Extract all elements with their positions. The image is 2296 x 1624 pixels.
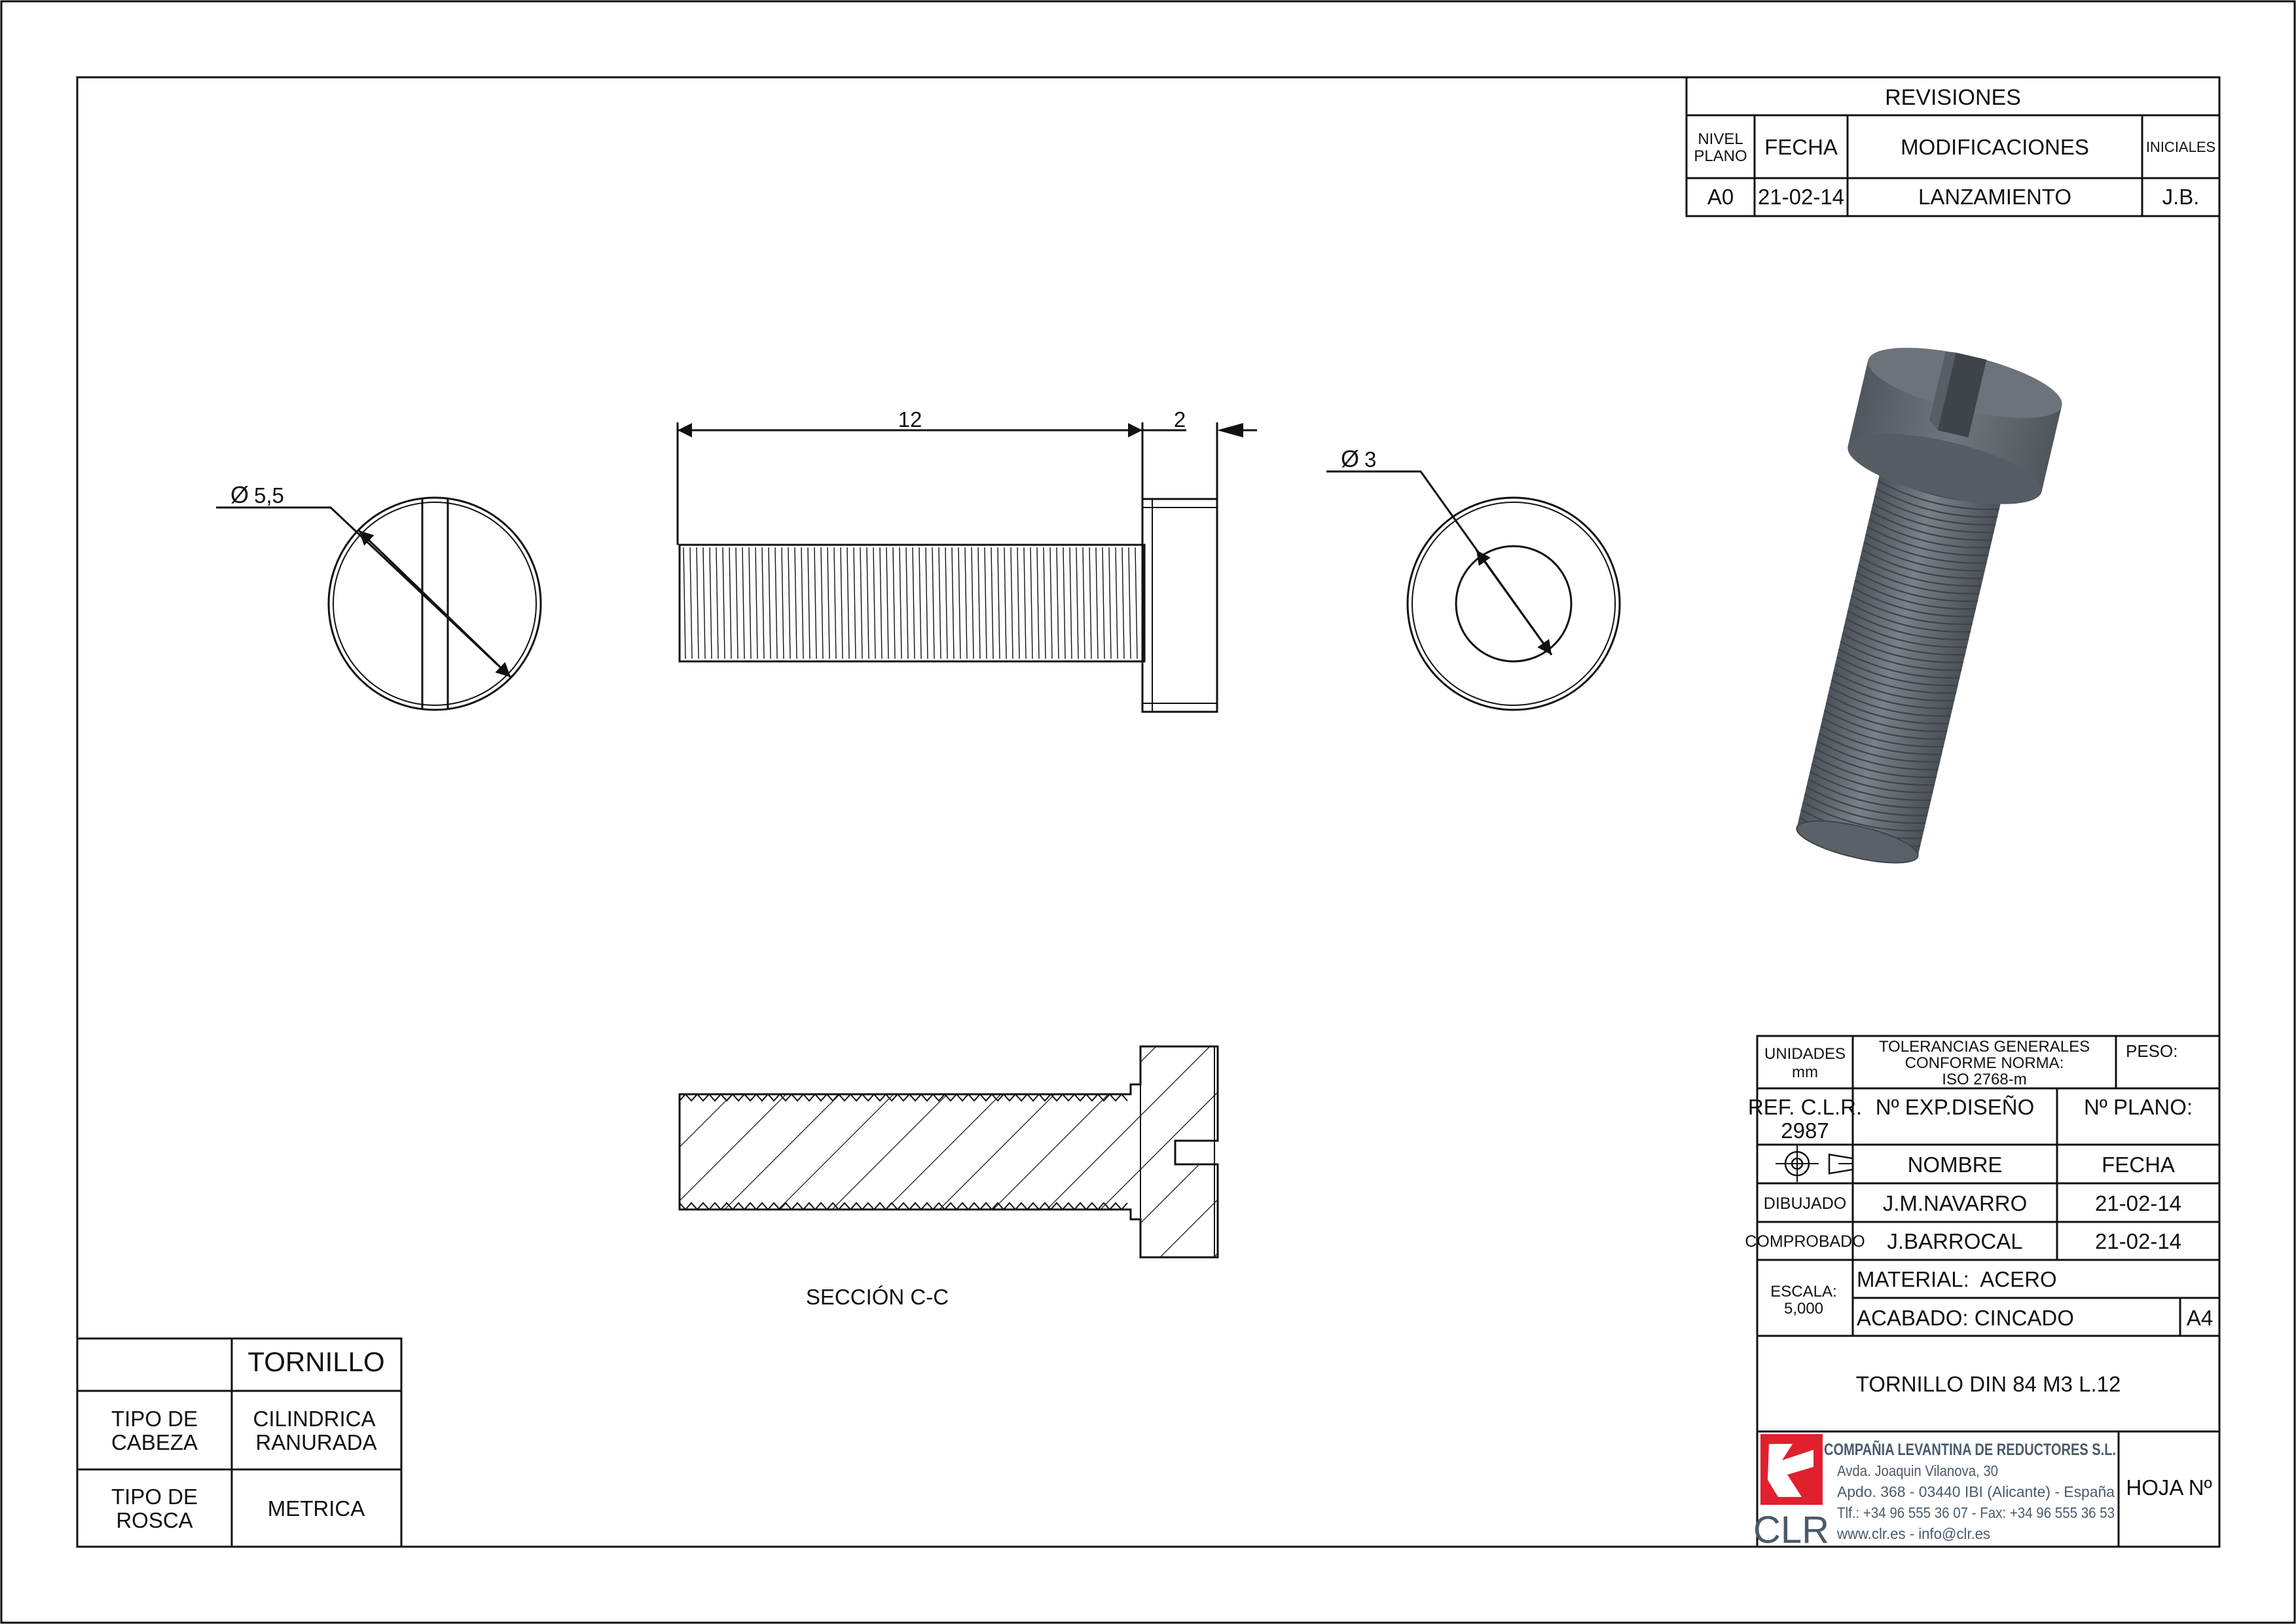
thread-line xyxy=(762,547,764,659)
thread-line xyxy=(985,547,987,659)
dibujado-label: DIBUJADO xyxy=(1763,1194,1847,1213)
tolerancias-line1: TOLERANCIAS GENERALES xyxy=(1878,1038,2090,1056)
thread-line xyxy=(1076,547,1078,659)
thread-line xyxy=(900,547,902,659)
thread-line xyxy=(814,547,816,659)
thread-line xyxy=(873,547,875,659)
section-hatch-area xyxy=(680,1046,1218,1257)
unidades-label: UNIDADES xyxy=(1764,1045,1846,1063)
nombre-label: NOMBRE xyxy=(1907,1153,2003,1177)
features-row1-label-a: TIPO DE xyxy=(111,1407,198,1431)
comprobado-name: J.BARROCAL xyxy=(1887,1229,2023,1253)
thread-line xyxy=(828,547,829,659)
thread-line xyxy=(742,547,744,659)
screw-3d-render xyxy=(1757,333,2068,880)
thread-line xyxy=(945,547,947,659)
features-table xyxy=(77,1338,401,1547)
tolerancias-line2: CONFORME NORMA: xyxy=(1904,1054,2064,1072)
revisions-table xyxy=(1686,77,2219,216)
fecha-label: FECHA xyxy=(2102,1153,2175,1177)
thread-line xyxy=(1017,547,1019,659)
thread-line xyxy=(978,547,980,659)
dimension-shank-length: 12 xyxy=(898,407,922,432)
thread-line xyxy=(1102,547,1104,659)
rev-header-nivel-1: NIVEL xyxy=(1698,130,1743,148)
escala-label: ESCALA: xyxy=(1770,1283,1837,1301)
thread-lines xyxy=(683,547,1137,659)
company-address: Avda. Joaquin Vilanova, 30 xyxy=(1837,1462,1998,1479)
thread-line xyxy=(769,547,771,659)
thread-line xyxy=(1135,547,1137,659)
escala-value: 5,000 xyxy=(1783,1300,1824,1318)
rev-header-modificaciones: MODIFICACIONES xyxy=(1901,135,2089,159)
thread-line xyxy=(972,547,974,659)
thread-line xyxy=(1044,547,1046,659)
thread-line xyxy=(847,547,849,659)
thread-line xyxy=(880,547,882,659)
thread-line xyxy=(932,547,934,659)
projection-symbol-icon xyxy=(1776,1144,1853,1182)
section-view xyxy=(680,1046,1218,1309)
thread-line xyxy=(841,547,843,659)
features-row2-label-a: TIPO DE xyxy=(111,1485,198,1509)
thread-line xyxy=(801,547,803,659)
thread-line xyxy=(788,547,790,659)
features-row1-value-b: RANURADA xyxy=(255,1430,377,1454)
rev-row-fecha: 21-02-14 xyxy=(1757,185,1845,209)
thread-line xyxy=(886,547,888,659)
dimension-head-height: 2 xyxy=(1173,407,1186,432)
thread-line xyxy=(965,547,967,659)
thread-line xyxy=(723,547,725,659)
thread-line xyxy=(756,547,757,659)
features-row1-value-a: CILINDRICA xyxy=(253,1407,376,1431)
thread-line xyxy=(998,547,1000,659)
thread-line xyxy=(1004,547,1006,659)
thread-line xyxy=(1050,547,1052,659)
thread-line xyxy=(1011,547,1013,659)
ref-label: REF. C.L.R. xyxy=(1747,1095,1863,1119)
section-label: SECCIÓN C-C xyxy=(805,1285,949,1309)
thread-line xyxy=(1122,547,1124,659)
rev-header-iniciales: INICIALES xyxy=(2145,139,2216,155)
thread-line xyxy=(834,547,836,659)
thread-line xyxy=(1037,547,1039,659)
diameter-symbol-icon: Ø xyxy=(230,481,249,508)
end-view-thread xyxy=(1326,445,1620,710)
thread-line xyxy=(1063,547,1065,659)
thread-line xyxy=(703,547,705,659)
rev-row-iniciales: J.B. xyxy=(2162,185,2200,209)
features-header: TORNILLO xyxy=(247,1346,385,1377)
title-block xyxy=(1745,1036,2219,1551)
rev-header-fecha: FECHA xyxy=(1764,135,1838,159)
revisions-title: REVISIONES xyxy=(1885,85,2021,110)
hoja-label: HOJA Nº xyxy=(2126,1475,2212,1500)
thread-line xyxy=(867,547,869,659)
thread-line xyxy=(991,547,993,659)
dibujado-name: J.M.NAVARRO xyxy=(1882,1191,2028,1215)
thread-line xyxy=(710,547,712,659)
company-phone: Tlf.: +34 96 555 36 07 - Fax: +34 96 555 36 53 xyxy=(1837,1504,2115,1521)
dimension-thread-diameter: 3 xyxy=(1364,447,1377,471)
unidades-value: mm xyxy=(1792,1063,1818,1081)
thread-line xyxy=(919,547,921,659)
thread-line xyxy=(939,547,941,659)
ref-value: 2987 xyxy=(1781,1118,1829,1143)
comprobado-date: 21-02-14 xyxy=(2094,1229,2182,1253)
rev-header-nivel-2: PLANO xyxy=(1694,147,1747,165)
dibujado-date: 21-02-14 xyxy=(2094,1191,2182,1215)
thread-line xyxy=(1129,547,1131,659)
acabado: ACABADO: CINCADO xyxy=(1857,1306,2074,1330)
part-title: TORNILLO DIN 84 M3 L.12 xyxy=(1855,1372,2121,1396)
thread-line xyxy=(893,547,895,659)
material: MATERIAL: ACERO xyxy=(1857,1267,2057,1291)
comprobado-label: COMPROBADO xyxy=(1745,1232,1865,1251)
company-name: COMPAÑIA LEVANTINA DE REDUCTORES S.L. xyxy=(1824,1441,2189,1459)
thread-line xyxy=(795,547,797,659)
thread-line xyxy=(1109,547,1111,659)
thread-line xyxy=(1057,547,1059,659)
thread-line xyxy=(1116,547,1118,659)
thread-line xyxy=(716,547,718,659)
features-row1-label-b: CABEZA xyxy=(111,1430,198,1454)
thread-line xyxy=(749,547,751,659)
format-label: A4 xyxy=(2186,1306,2214,1330)
thread-line xyxy=(1083,547,1085,659)
dimension-leader-head-diameter xyxy=(216,507,511,677)
thread-line xyxy=(697,547,699,659)
features-row2-value: METRICA xyxy=(267,1496,365,1521)
thread-line xyxy=(952,547,954,659)
thread-line xyxy=(1024,547,1026,659)
exp-label: Nº EXP.DISEÑO xyxy=(1875,1095,2035,1119)
thread-line xyxy=(854,547,856,659)
dimension-head-diameter: 5,5 xyxy=(254,483,284,507)
logo-text: CLR xyxy=(1753,1509,1830,1551)
thread-line xyxy=(958,547,960,659)
thread-line xyxy=(1096,547,1098,659)
peso-label: PESO: xyxy=(2126,1041,2178,1061)
diameter-symbol-icon-2: Ø xyxy=(1341,445,1360,472)
dimension-leader-thread-diameter xyxy=(1326,471,1552,655)
company-logo xyxy=(1753,1434,1829,1551)
thread-line xyxy=(860,547,862,659)
thread-line xyxy=(782,547,784,659)
thread-line xyxy=(1089,547,1091,659)
company-web: www.clr.es - info@clr.es xyxy=(1836,1525,1990,1542)
side-view-screw xyxy=(678,407,1257,712)
plano-label: Nº PLANO: xyxy=(2083,1095,2193,1119)
thread-line xyxy=(775,547,777,659)
thread-line xyxy=(808,547,810,659)
rev-row-nivel: A0 xyxy=(1707,185,1734,209)
thread-line xyxy=(913,547,915,659)
rev-row-modificacion: LANZAMIENTO xyxy=(1918,185,2072,209)
thread-line xyxy=(1030,547,1032,659)
tolerancias-line3: ISO 2768-m xyxy=(1942,1071,2027,1088)
features-row2-label-b: ROSCA xyxy=(116,1508,193,1532)
thread-line xyxy=(683,547,685,659)
thread-line xyxy=(926,547,928,659)
thread-line xyxy=(906,547,908,659)
thread-line xyxy=(736,547,738,659)
thread-line xyxy=(690,547,692,659)
thread-line xyxy=(821,547,823,659)
thread-line xyxy=(729,547,731,659)
company-po-box: Apdo. 368 - 03440 IBI (Alicante) - España xyxy=(1837,1483,2115,1500)
thread-line xyxy=(1070,547,1072,659)
top-view-head xyxy=(216,481,541,710)
